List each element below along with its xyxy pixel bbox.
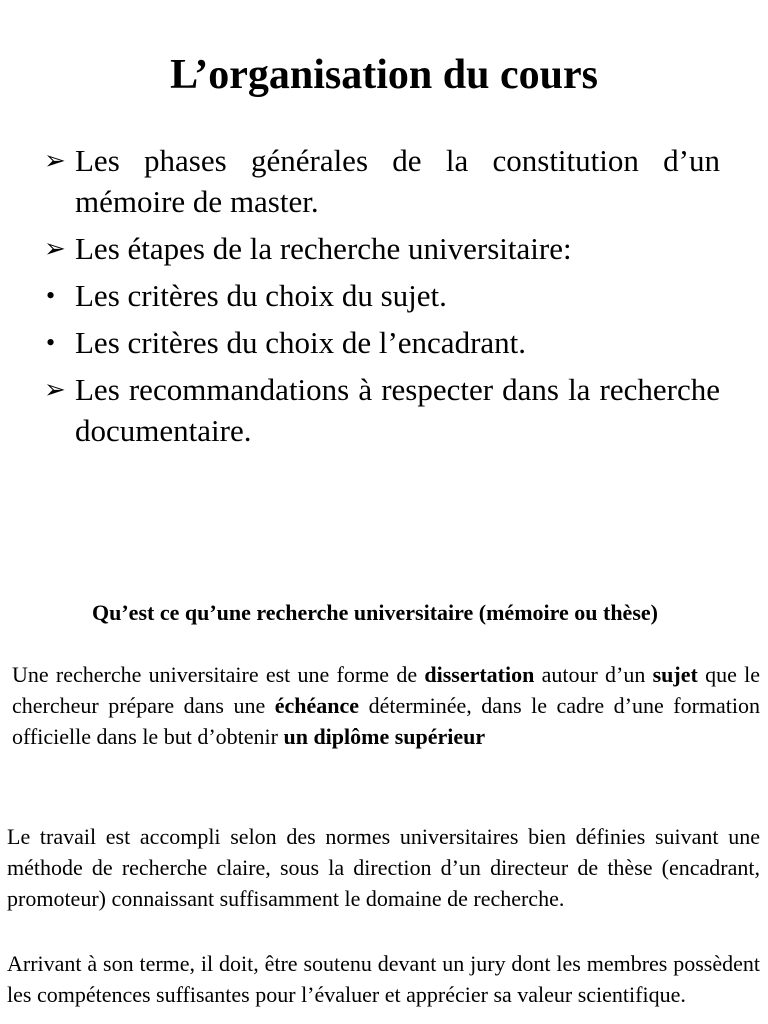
- definition-keyword: dissertation: [424, 662, 535, 687]
- outline-item-text: Les étapes de la recherche universitaire:: [75, 231, 572, 266]
- dot-bullet-icon: •: [46, 328, 56, 357]
- body-paragraph-defense: Arrivant à son terme, il doit, être soutenu devant un jury dont les membres possèdent les compétences suffisantes pour l’évaluer et apprécier sa valeur scientifique.: [7, 951, 760, 1007]
- definition-text: autour d’un: [534, 662, 653, 687]
- definition-text: déterminée, dans le cadre d’une formation officielle dans le but d’obtenir: [12, 693, 761, 749]
- body-paragraph-norms: Le travail est accompli selon des normes universitaires bien définies suivant une méthode de recherche claire, sous la direction d’un directeur de thèse (encadrant, promoteur) connaissant suffisamment le domaine de recherche.: [7, 824, 760, 911]
- outline-item-text: Les critères du choix de l’encadrant.: [75, 325, 527, 360]
- arrow-bullet-icon: ➢: [44, 375, 66, 405]
- outline-item: [44, 275, 720, 316]
- definition-keyword: un diplôme supérieur: [283, 724, 486, 749]
- outline-item: [44, 369, 720, 451]
- arrow-bullet-icon: ➢: [44, 234, 66, 264]
- outline-item: [44, 322, 720, 363]
- definition-text: Une recherche universitaire est une forme de: [12, 662, 425, 687]
- page-title: L’organisation du cours: [170, 52, 598, 98]
- outline-item-text: Les recommandations à respecter dans la recherche documentaire.: [75, 372, 720, 448]
- definition-paragraph: [12, 659, 760, 752]
- definition-keyword: échéance: [274, 693, 360, 718]
- outline-item: [44, 140, 720, 222]
- dot-bullet-icon: •: [46, 281, 56, 310]
- course-outline-list: [44, 140, 720, 457]
- outline-item: [44, 228, 720, 269]
- outline-item-text: Les phases générales de la constitution d’un mémoire de master.: [75, 143, 720, 219]
- outline-item-text: Les critères du choix du sujet.: [75, 278, 447, 313]
- section-heading: Qu’est ce qu’une recherche universitaire (mémoire ou thèse): [92, 600, 658, 625]
- definition-keyword: sujet: [652, 662, 698, 687]
- arrow-bullet-icon: ➢: [44, 146, 66, 176]
- definition-text: que le chercheur prépare dans une: [12, 662, 760, 718]
